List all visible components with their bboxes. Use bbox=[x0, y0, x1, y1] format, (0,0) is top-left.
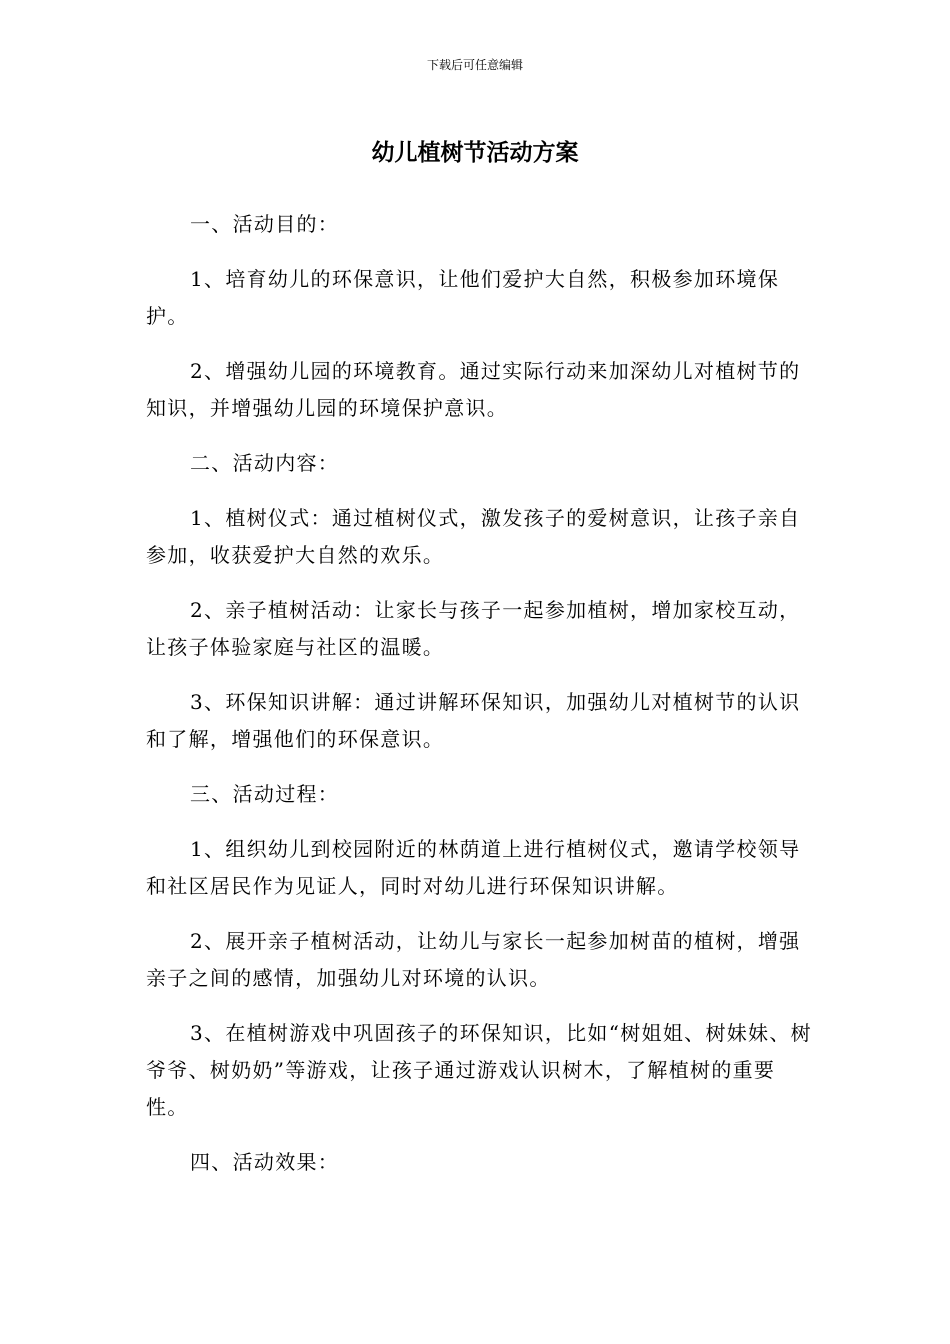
section-heading-content: 二、活动内容： bbox=[190, 451, 340, 475]
paragraph: 3、环保知识讲解：通过讲解环保知识，加强幼儿对植树节的认识和了解，增强他们的环保意识。 bbox=[146, 690, 801, 751]
section-heading-purpose: 一、活动目的： bbox=[190, 212, 340, 236]
document-title: 幼儿植树节活动方案 bbox=[371, 140, 579, 166]
paragraph: 1、组织幼儿到校园附近的林荫道上进行植树仪式，邀请学校领导和社区居民作为见证人，同时对幼儿进行环保知识讲解。 bbox=[146, 837, 801, 898]
section-heading-process: 三、活动过程： bbox=[190, 782, 340, 806]
paragraph: 2、增强幼儿园的环境教育。通过实际行动来加深幼儿对植树节的知识，并增强幼儿园的环境保护意识。 bbox=[146, 359, 801, 420]
paragraph: 1、培育幼儿的环保意识，让他们爱护大自然，积极参加环境保护。 bbox=[146, 267, 780, 328]
paragraph: 3、在植树游戏中巩固孩子的环保知识，比如“树姐姐、树妹妹、树爷爷、树奶奶”等游戏，让孩子通过游戏认识树木，了解植树的重要性。 bbox=[146, 1021, 812, 1119]
header-note: 下载后可任意编辑 bbox=[426, 58, 523, 72]
section-heading-effect: 四、活动效果： bbox=[190, 1150, 340, 1174]
paragraph: 1、植树仪式：通过植树仪式，激发孩子的爱树意识，让孩子亲自参加，收获爱护大自然的欢乐。 bbox=[146, 506, 801, 567]
paragraph: 2、亲子植树活动：让家长与孩子一起参加植树，增加家校互动，让孩子体验家庭与社区的温暖。 bbox=[146, 598, 801, 659]
document-body bbox=[146, 206, 812, 1199]
paragraph: 2、展开亲子植树活动，让幼儿与家长一起参加树苗的植树，增强亲子之间的感情，加强幼儿对环境的认识。 bbox=[146, 929, 801, 990]
